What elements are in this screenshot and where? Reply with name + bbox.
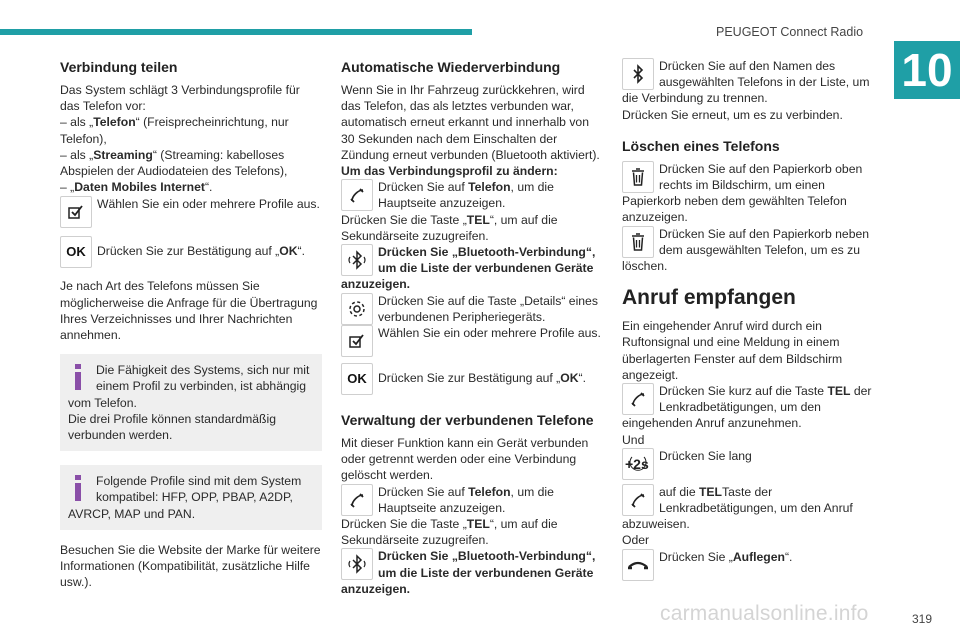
svg-text:+2s: +2s — [625, 455, 649, 472]
column-3 — [622, 58, 884, 581]
plus-2s-icon — [622, 448, 654, 480]
page-number: 319 — [912, 612, 933, 626]
instruction-step: Wählen Sie ein oder mehrere Profile aus. — [341, 325, 605, 357]
instruction-step: Drücken Sie auf Telefon, um die Hauptseite anzuzeigen. — [341, 179, 605, 211]
section-title: Löschen eines Telefons — [622, 137, 780, 154]
checkbox-icon — [341, 325, 373, 357]
phone-handset-icon — [622, 383, 654, 415]
trash-icon — [622, 226, 654, 258]
instruction-step: Drücken Sie „Bluetooth-Verbindung“, um die Liste der verbundenen Geräte anzuzeigen. — [341, 549, 596, 596]
paragraph: Ein eingehender Anruf wird durch ein Ruftonsignal und eine Meldung in einem überlagerten Fenster auf dem Bildschirm angezeigt. — [622, 319, 843, 382]
instruction-step: Drücken Sie auf den Papierkorb oben rechts im Bildschirm, um einen Papierkorb neben dem gewählten Telefon anzuzeigen. — [622, 161, 863, 225]
info-icon — [72, 364, 84, 390]
paragraph: Je nach Art des Telefons müssen Sie möglicherweise die Anfrage für die Übertragung Ihres Verzeichnisses und Ihrer Nachrichten annehmen. — [60, 279, 318, 343]
paragraph: Drücken Sie die Taste „TEL“, um auf die Sekundärseite zuzugreifen. — [341, 212, 558, 243]
running-header: PEUGEOT Connect Radio — [716, 25, 864, 39]
paragraph: Wenn Sie in Ihr Fahrzeug zurückkehren, wird das Telefon, das als letztes verbunden war, automatisch erneut erkannt und innerhalb von 30 Sekunden nach dem Einschalten der Zündung erneut verbunden (Bluetooth aktiviert). — [341, 83, 600, 162]
bluetooth-icon — [341, 548, 373, 580]
section-title-large: Anruf empfangen — [622, 286, 796, 310]
instruction-step: Drücken Sie auf Telefon, um die Hauptseite anzuzeigen. — [341, 484, 605, 516]
list-item: – „Daten Mobiles Internet“. — [60, 180, 213, 195]
watermark: carmanualsonline.info — [660, 602, 869, 625]
header-accent-bar — [0, 29, 472, 35]
instruction-step: OK Drücken Sie zur Bestätigung auf „OK“. — [341, 363, 605, 395]
paragraph: Drücken Sie die Taste „TEL“, um auf die Sekundärseite zuzugreifen. — [341, 517, 558, 548]
settings-gear-icon — [341, 293, 373, 325]
instruction-step: Drücken Sie auf den Papierkorb neben dem ausgewählten Telefon, um es zu löschen. — [622, 226, 870, 274]
info-icon — [72, 475, 84, 501]
ok-icon: OK — [60, 236, 92, 268]
bluetooth-icon — [622, 58, 654, 90]
instruction-step: Wählen Sie ein oder mehrere Profile aus. — [60, 196, 322, 228]
hang-up-icon — [622, 549, 654, 581]
paragraph: Drücken Sie erneut, um es zu verbinden. — [622, 107, 843, 122]
bluetooth-icon — [341, 244, 373, 276]
info-box: Folgende Profile sind mit dem System kompatibel: HFP, OPP, PBAP, A2DP, AVRCP, MAP und PAN. — [60, 465, 322, 530]
paragraph: Das System schlägt 3 Verbindungsprofile für das Telefon vor: — [60, 83, 300, 114]
instruction-step: OK Drücken Sie zur Bestätigung auf „OK“. — [60, 236, 322, 268]
info-box: Die Fähigkeit des Systems, sich nur mit einem Profil zu verbinden, ist abhängig vom Telefon. Die drei Profile können standardmäßig verbunden werden. — [60, 354, 322, 451]
phone-handset-icon — [622, 484, 654, 516]
instruction-step: auf die TELTaste der Lenkradbetätigungen, um den Anruf abzuweisen. — [622, 484, 853, 532]
list-item: – als „Telefon“ (Freisprecheinrichtung, nur Telefon), — [60, 115, 289, 146]
list-item: – als „Streaming“ (Streaming: kabelloses Abspielen der Audiodateien des Telefons), — [60, 147, 288, 179]
instruction-step: Drücken Sie „Bluetooth-Verbindung“, um die Liste der verbundenen Geräte anzuzeigen. — [341, 245, 596, 292]
instruction-step: +2s Drücken Sie lang — [622, 448, 884, 480]
instruction-step: Drücken Sie auf die Taste „Details“ eines verbundenen Peripheriegeräts. — [341, 293, 605, 325]
instruction-step: Drücken Sie auf den Namen des ausgewählten Telefons in der Liste, um die Verbindung zu trennen. — [622, 59, 870, 106]
paragraph: Mit dieser Funktion kann ein Gerät verbunden oder getrennt werden oder eine Verbindung gelöscht werden. — [341, 436, 589, 483]
section-title: Automatische Wiederverbindung — [341, 59, 561, 75]
phone-handset-icon — [341, 179, 373, 211]
paragraph: Besuchen Sie die Website der Marke für weitere Informationen (Kompatibilität, zusätzliche Hilfe usw.). — [60, 542, 321, 590]
subheading: Um das Verbindungsprofil zu ändern: — [341, 164, 558, 179]
column-2 — [341, 58, 605, 597]
paragraph: Und — [622, 432, 645, 447]
phone-handset-icon — [341, 484, 373, 516]
instruction-step: Drücken Sie „Auflegen“. — [622, 549, 884, 581]
chapter-number: 10 — [894, 41, 960, 99]
section-title: Verbindung teilen — [60, 59, 178, 75]
instruction-step: Drücken Sie kurz auf die Taste TEL der Lenkradbetätigungen, um den eingehenden Anruf anzunehmen. — [622, 384, 872, 431]
checkbox-icon — [60, 196, 92, 228]
paragraph: Oder — [622, 533, 650, 548]
trash-icon — [622, 161, 654, 193]
column-1 — [60, 58, 322, 590]
ok-icon: OK — [341, 363, 373, 395]
section-title: Verwaltung der verbundenen Telefone — [341, 412, 594, 429]
